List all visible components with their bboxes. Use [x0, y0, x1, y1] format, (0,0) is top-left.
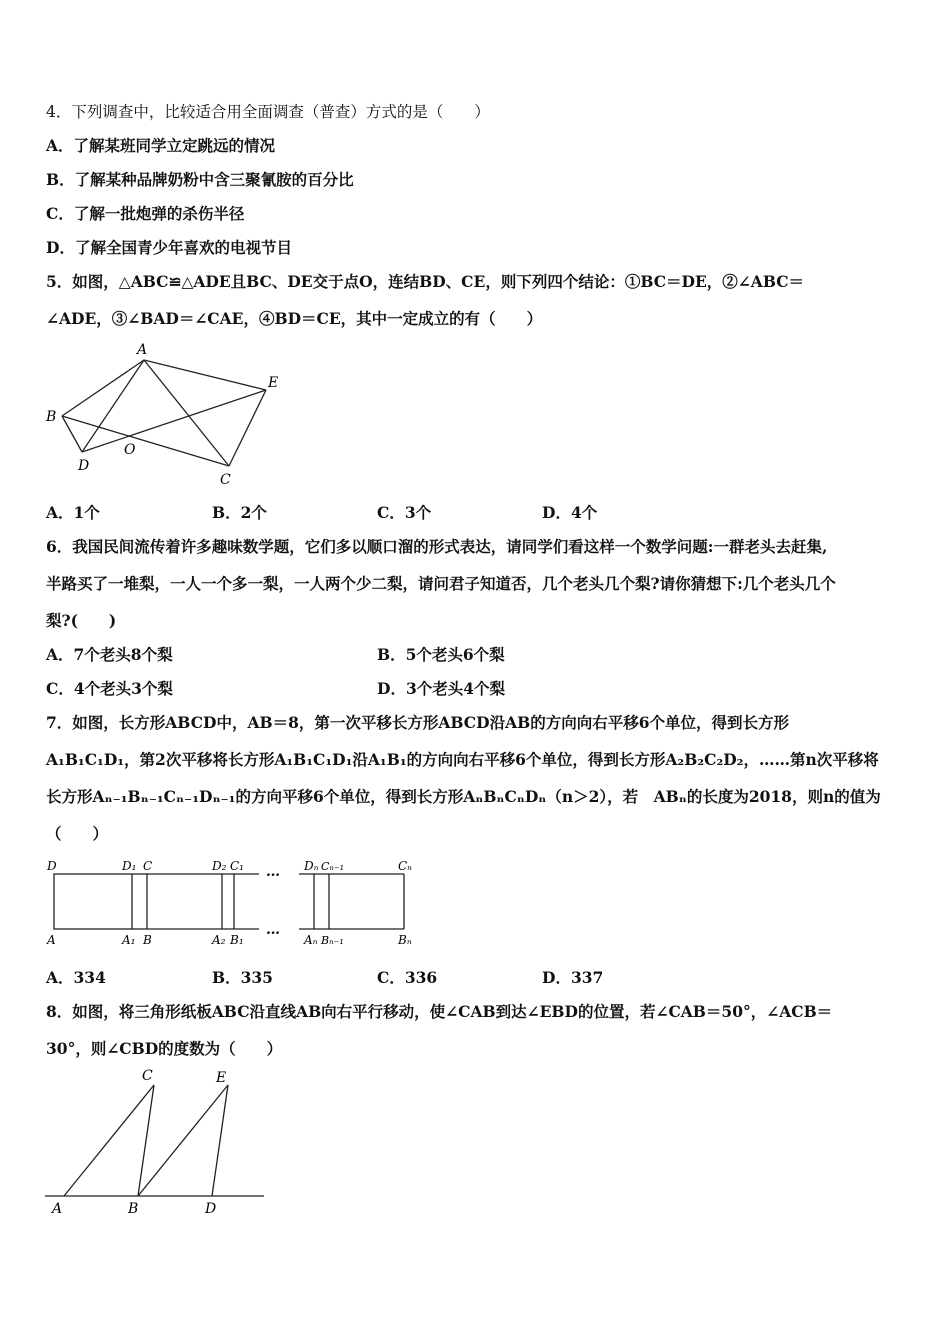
q8-label-c: C: [142, 1068, 153, 1084]
q7-label-c: C: [143, 859, 153, 873]
q7-label-cn: Cₙ: [398, 859, 413, 873]
q6-option-a: A．7个老头8个梨: [46, 645, 173, 664]
q8-stem-line1: 8．如图，将三角形纸板ABC沿直线AB向右平行移动，使∠CAB到达∠EBD的位置，若∠CAB＝50°，∠ACB＝: [46, 1002, 833, 1021]
q7-label-d1: D₁: [122, 859, 137, 873]
q8-stem-line2: 30°，则∠CBD的度数为（ ）: [46, 1039, 283, 1058]
q4-option-a: A．了解某班同学立定跳远的情况: [46, 136, 276, 155]
q5-option-d: D．4个: [542, 503, 598, 522]
q5-label-e: E: [268, 375, 279, 391]
q8-label-b: B: [128, 1201, 139, 1217]
q6-stem-line1: 6．我国民间流传着许多趣味数学题，它们多以顺口溜的形式表达，请同学们看这样一个数学问题:一群老头去赶集,: [46, 537, 828, 556]
q5-stem-line2: ∠ADE，③∠BAD＝∠CAE，④BD＝CE，其中一定成立的有（ ）: [46, 309, 543, 328]
q5-label-c: C: [220, 472, 231, 488]
q7-label-bn: Bₙ: [398, 933, 412, 947]
q5-option-a: A．1个: [46, 503, 100, 522]
q7-label-dn: Dₙ: [304, 859, 319, 873]
q7-stem-line2: A₁B₁C₁D₁，第2次平移将长方形A₁B₁C₁D₁沿A₁B₁的方向向右平移6个单位，得到长方形A₂B₂C₂D₂，……第n次平移将: [46, 750, 879, 769]
q5-option-c: C．3个: [377, 503, 432, 522]
q6-option-d: D．3个老头4个梨: [377, 679, 506, 698]
q5-option-b: B．2个: [212, 503, 267, 522]
q5-stem-line1: 5．如图，△ABC≌△ADE且BC、DE交于点O，连结BD、CE，则下列四个结论：①BC＝DE，②∠ABC＝: [46, 272, 805, 291]
q6-stem-line3: 梨?( ): [46, 611, 117, 630]
q7-label-a: A: [47, 933, 56, 947]
q5-label-a: A: [137, 342, 148, 358]
q7-label-bn-1: Bₙ₋₁: [321, 934, 344, 947]
q5-label-b: B: [46, 409, 57, 425]
q7-label-b: B: [143, 933, 152, 947]
q7-label-a2: A₂: [212, 933, 226, 947]
q6-stem-line2: 半路买了一堆梨，一人一个多一梨，一人两个少二梨，请问君子知道否，几个老头几个梨?请你猜想下:几个老头几个: [46, 574, 836, 593]
q7-label-cn-1: Cₙ₋₁: [321, 860, 345, 873]
q4-option-c: C．了解一批炮弹的杀伤半径: [46, 204, 245, 223]
q7-stem-line4: （ ）: [46, 824, 109, 843]
q7-label-an: Aₙ: [304, 933, 318, 947]
q8-label-d: D: [205, 1201, 217, 1217]
q5-label-o: O: [124, 442, 136, 458]
q7-stem-line1: 7．如图，长方形ABCD中，AB＝8，第一次平移长方形ABCD沿AB的方向向右平移6个单位，得到长方形: [46, 713, 789, 732]
q4-option-b: B．了解某种品牌奶粉中含三聚氰胺的百分比: [46, 170, 354, 189]
q5-figure: [44, 340, 286, 490]
q5-label-d: D: [78, 458, 90, 474]
q4-option-d: D．了解全国青少年喜欢的电视节目: [46, 238, 292, 257]
q7-option-d: D．337: [542, 968, 604, 987]
q8-label-e: E: [216, 1070, 227, 1086]
q7-label-b1: B₁: [230, 933, 244, 947]
q7-option-c: C．336: [377, 968, 438, 987]
q7-option-b: B．335: [212, 968, 273, 987]
q8-label-a: A: [52, 1201, 63, 1217]
q7-label-c1: C₁: [230, 859, 244, 873]
q7-dots-top: …: [266, 864, 280, 880]
q7-label-a1: A₁: [122, 933, 136, 947]
q7-option-a: A．334: [46, 968, 106, 987]
q8-figure: [42, 1064, 267, 1224]
q7-figure: [44, 854, 424, 954]
q7-dots-bottom: …: [266, 922, 280, 938]
q6-option-b: B．5个老头6个梨: [377, 645, 505, 664]
q7-label-d2: D₂: [212, 859, 227, 873]
q7-stem-line3: 长方形Aₙ₋₁Bₙ₋₁Cₙ₋₁Dₙ₋₁的方向平移6个单位，得到长方形AₙBₙCₙDₙ（n＞2），若 ABₙ的长度为2018，则n的值为: [46, 787, 881, 806]
q7-label-d: D: [47, 859, 57, 873]
q4-stem: 4．下列调查中，比较适合用全面调查（普查）方式的是（ ）: [46, 103, 490, 121]
q6-option-c: C．4个老头3个梨: [46, 679, 173, 698]
